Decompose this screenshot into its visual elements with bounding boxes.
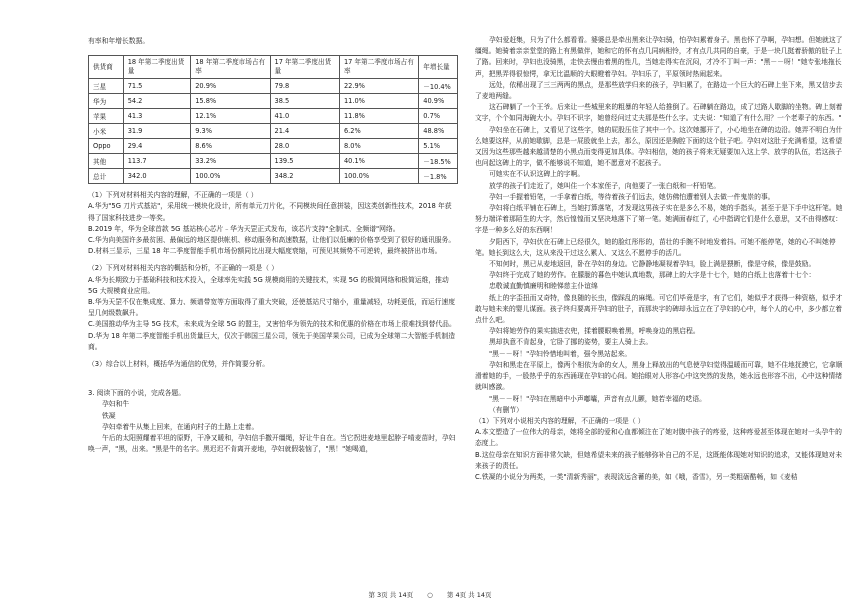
table-row <box>89 79 458 94</box>
question-2-option-b: B.华为天罡不仅在集成度、算力、频谱带宽等方面取得了重大突破，还使基站尺寸缩小，重量减轻，功耗更低，而运行速度呈几何级数飙升。 <box>88 298 456 318</box>
table-cell: －1.8% <box>419 169 458 184</box>
story-paragraph: 孕妇和黑走在平原上，像两个相依为命的女人，黑身上释放出的气息使孕妇觉得温暖而可靠，她不住地抚摸它，它拿顺滑着她的手，一股热乎乎的东西涌现在孕妇的心间。她抬眼对人形容心中这突然的发热，她永远也形容不出，心中这种情绪就叫感激。 <box>475 360 843 392</box>
table-header-cell: 年增长量 <box>419 56 458 79</box>
table-header-cell: 18 年第二季度出货量 <box>123 56 191 79</box>
table-cell: 华为 <box>89 94 124 109</box>
section-3-heading: 3. 阅读下面的小说，完成各题。 <box>88 389 186 398</box>
story-paragraph: 黑却执意不肯起身，它卧了挪的姿势，要主人骑上去。 <box>489 338 653 347</box>
question-2-option-a: A.华为长期致力于基础科技和技术投入，全球率先实践 5G 规模商用的关键技术，实现 5G 的极简网络和极简运维，推动 5G 大规模商业应用。 <box>88 275 449 295</box>
table-cell: 33.2% <box>191 154 270 169</box>
table-cell: 40.1% <box>339 154 418 169</box>
table-cell: 15.8% <box>191 94 270 109</box>
story-author: 铁凝 <box>102 411 116 420</box>
table-cell: 9.3% <box>191 124 270 139</box>
story-paragraph: 放学的孩子们走近了，她叫住一个本家侄子，向他要了一张白纸和一杆铅笔。 <box>489 181 721 190</box>
binding-circle: ○ <box>427 591 433 599</box>
table-row <box>89 139 458 154</box>
table-header-cell: 17 年第二季度出货量 <box>270 56 339 79</box>
table-cell: 小米 <box>89 124 124 139</box>
table-cell: 总计 <box>89 169 124 184</box>
story-paragraph: 孕妇坐在石碑上，又看见了这些字，她的屁股压住了其中一个。这次她挪开了，小心地坐在碑的边沿。她弄不明白为什么她要这样，从前她歇脚，总是一屁股就坐上去，那么，原因还是胸腔下面的这个肚子吧。孕妇对这肚子充满希望，这希望又因为这些那些越来越清楚的小黑点而变得更加具体。孕妇相信，她的孩子将来无疑要加入这上学、放学的队伍，若这孩子也问起这碑上的字，做不能够说不知道，她不愿意对不起孩子。 <box>475 125 843 168</box>
table-cell: 29.4 <box>123 139 191 154</box>
question-2-option-d: D.华为 18 年第二季度智能手机出货量巨大，仅次于韩国三星公司，领先于美国苹果公司，已成为全球第二大智能手机制造商。 <box>88 331 456 351</box>
table-cell: 28.0 <box>270 139 339 154</box>
table-row <box>89 154 458 169</box>
table-cell: －10.4% <box>419 79 458 94</box>
question-1-option-a: A.华为"5G 刀片式基站"，采用统一模块化设计，所有单元刀片化，不同模块间任意拼装，因这类创新性技术，2018 年获得了国家科技进步一等奖。 <box>88 202 452 222</box>
table-cell: 139.5 <box>270 154 339 169</box>
table-row <box>89 124 458 139</box>
story-paragraph: "黑－－呀！"孕妇在黑暗中小声嘟囔，声音有点儿颤，她若幸福的呓语。 <box>489 394 706 403</box>
table-cell: 5.1% <box>419 139 458 154</box>
table-cell: 22.9% <box>339 79 418 94</box>
page-number-right: 第 4页 共 14页 <box>446 591 492 599</box>
story-paragraph: 远处，依稀出现了三三两两的黑点，是那些放学归来的孩子，孕妇累了，在路边一个巨大的石碑上坐下来，黑又信步去了麦地两缝。 <box>475 80 843 101</box>
story-paragraph: 午后的太阳照耀着平坦的原野，干净又暖和，孕妇信手撒开缰绳，好让牛自在。当它拐进麦地里起脖子啃麦苗时，孕妇唤一声，"黑，出来。"黑是牛的名字。黑迟迟不肯离开麦地，孕妇就假装恼了，"黑！"她喝道， <box>88 434 456 454</box>
story-paragraph: （有删节） <box>489 405 523 414</box>
table-cell: 113.7 <box>123 154 191 169</box>
page-number-left: 第 3页 共 14页 <box>368 591 414 599</box>
table-cell: 79.8 <box>270 79 339 94</box>
right-question-1-stem: （1）下列对小说相关内容的理解，不正确的一项是（ ） <box>475 416 645 425</box>
table-row <box>89 109 458 124</box>
story-paragraph: 孕妇一手握着铅笔，一手拿着白纸，等待着孩子们远去，她仿佛怕遭着别人去做一件鬼崇的事。 <box>489 192 775 201</box>
question-2-stem: （2）下列对材料相关内容的概括和分析，不正确的一项是（ ） <box>88 264 278 273</box>
table-cell: Oppo <box>89 139 124 154</box>
table-cell: 6.2% <box>339 124 418 139</box>
question-1-option-c: C.华为向美国许多最贫困、最偏远的地区提供帐机、移动服务和高速数据，让他们以低廉的价格享受到了很好的通讯服务。 <box>88 236 456 245</box>
table-intro: 有率和年增长数据。 <box>88 37 150 45</box>
story-paragraph: 不知何时，黑已从麦地返回，卧在孕妇的身边。它静静地凝视着孕妇，脸上满是猥断，像是守候，像是鼓励。 <box>489 260 816 269</box>
table-cell: 348.2 <box>270 169 339 184</box>
story-paragraph: 孕妇将白纸平铺在石碑上，当她打算落笔，才发现这男孩子实在是多么不易，她的手指头，甚至于是下手中这杆笔。她努力端详着那陌生的大字，然后惶惶而又坚决地落下了第一笔。她满面春红了，心中指调它们是什么意思，又不由得感叹：字是一种多么好的东西啊！ <box>475 204 843 235</box>
right-question-1-option-b: B.这位母亲在知识方面非常欠缺，但她希望未来的孩子能够弥补自己的不足，这既能体现她对知识的追求，又能体现她对未来孩子的责任。 <box>475 450 843 470</box>
table-cell: 342.0 <box>123 169 191 184</box>
table-header-cell: 18 年第二季度市场占有率 <box>191 56 270 79</box>
table-cell: 100.0% <box>191 169 270 184</box>
question-1-option-d: D.材料三显示，三星 18 年二季度智能手机市场份额同比出现大幅度衰缩，可预见其频势不可逆转，最终被挤出市场。 <box>88 247 442 256</box>
table-header-row <box>89 56 458 79</box>
question-3-stem: （3）综合以上材料，概括华为通信的优势，并作简要分析。 <box>88 360 270 369</box>
story-paragraph: 夕阳西下，孕妇伏在石碑上已经很久，她的脸红彤彤的，苗壮的手腕不时地发着抖。可她不能停笔，她的心不叫她停笔。她长到这么大，这从来没干过这么累人、又这么不愿停手的活几。 <box>475 237 836 257</box>
story-paragraph: 孕妇终于完成了她的劳作。在朦胧的暮色中她认真地数，那碑上的大字是十七个，她的白纸上也落着十七个： <box>489 271 816 280</box>
table-row <box>89 169 458 184</box>
table-cell: 11.0% <box>339 94 418 109</box>
table-cell: 100.0% <box>339 169 418 184</box>
story-paragraph: 这石碑躺了一个王爷。后来让一些城里来的粗暴的年轻人给推倒了。石碑躺在路边，成了过路人歇脚的坐物。碑上刻着文字，个个如同海碗大小。孕妇不识字，她曾经问过丈夫那是些什么字。丈夫说："知道了有什么用？一个老辈子的东西。" <box>475 103 843 123</box>
story-paragraph: 纸上的字歪扭而又奇特，像良随的长虫，像踩乱的麻绳。可它们毕竟是字，有了它们，她似乎才获得一种资格，似乎才敢与她未来的婴儿谋面。孩子终归要离开孕妇的肚子，而那块字的碑却永远立在了孕妇的心中，每个人的心中，多少都立着点什么吧。 <box>475 293 843 325</box>
table-cell: 40.9% <box>419 94 458 109</box>
table-cell: 38.5 <box>270 94 339 109</box>
table-cell: 31.9 <box>123 124 191 139</box>
table-cell: 54.2 <box>123 94 191 109</box>
question-1-option-b: B.2019 年，华为全球首款 5G 基站核心芯片﹣华为天罡正式发布，该芯片支持"全制式、全频谱"网络。 <box>88 224 400 233</box>
table-cell: 8.0% <box>339 139 418 154</box>
story-paragraph: 孕妇牵着牛从集上回来，在通向村子的土路上走着。 <box>102 422 259 431</box>
question-1-stem: （1）下列对材料相关内容的理解，不正确的一项是（ ） <box>88 191 258 200</box>
story-title: 孕妇和牛 <box>102 400 130 409</box>
market-share-table <box>88 55 458 184</box>
table-header-cell: 供货商 <box>89 56 124 79</box>
right-column <box>475 0 845 483</box>
right-question-1-option-c: C.铁凝的小说分为两类，一类"清新秀丽"，表现淡远含蓄的美，如《哦，香雪》，另一类粗砺酷畅，如《麦秸 <box>475 472 798 481</box>
table-header-cell: 17 年第二季度市场占有率 <box>339 56 418 79</box>
table-cell: 11.8% <box>339 109 418 124</box>
table-cell: 其他 <box>89 154 124 169</box>
table-cell: 8.6% <box>191 139 270 154</box>
question-2-option-c: C.美国推动华为主导 5G 技术，未来成为全球 5G 的盟主，又害怕华为领先的技术和优惠的价格在市场上很难找到替代品。 <box>88 320 456 329</box>
table-cell: 48.8% <box>419 124 458 139</box>
story-paragraph: 孕妇将她劳作的果实揣进衣兜，揉着腰眼唤着黑，呼唤身边的黑启程。 <box>489 327 700 336</box>
story-paragraph: "黑－－呀！"孕妇怜惜地叫着，强令黑站起来。 <box>489 349 632 358</box>
table-cell: 12.1% <box>191 109 270 124</box>
story-paragraph: 孕妇爱赶集，只为了什么都看看。婆婆总是牵出黑来让孕妇骑，怕孕妇累着身子。黑也怀了孕啊，孕妇想。但她就这了缰绳。她骑着亲亲堂堂的路上有黑做伴，她和它的怀有点几同病相怜，才有点几共同的自豪，于是一块几挺着骄傲的肚子上了路。回来时，孕妇也没骑黑，走快去慢由着黑的性几，当她走得实在沉闷，才冷不丁叫一声："黑－－呀！"她专张地拖长声，把黑弄得很惊愕，拿无比温顺的大眼瞪着孕妇。孕妇乐了，平原领时热闹起来。 <box>475 36 843 78</box>
table-row <box>89 94 458 109</box>
page-footer <box>0 590 860 599</box>
table-cell: 71.5 <box>123 79 191 94</box>
story-paragraph: 忠敬诚直勤慎廉明和睦悌慈主仆谊绵 <box>489 282 598 291</box>
table-cell: －18.5% <box>419 154 458 169</box>
right-question-1-option-a: A.本文塑造了一位伟大的母亲，她将全部的爱和心血都倾注在了她对腹中孩子的疼爱，这种疼爱甚至体现在她对一头孕牛的态度上。 <box>475 428 842 448</box>
story-paragraph: 可她实在不认识这碑上的字啊。 <box>489 170 585 179</box>
table-cell: 21.4 <box>270 124 339 139</box>
table-cell: 20.9% <box>191 79 270 94</box>
table-cell: 苹果 <box>89 109 124 124</box>
table-cell: 41.0 <box>270 109 339 124</box>
table-cell: 三星 <box>89 79 124 94</box>
table-cell: 41.3 <box>123 109 191 124</box>
left-column <box>88 0 458 455</box>
table-cell: 0.7% <box>419 109 458 124</box>
story-body <box>475 35 845 416</box>
